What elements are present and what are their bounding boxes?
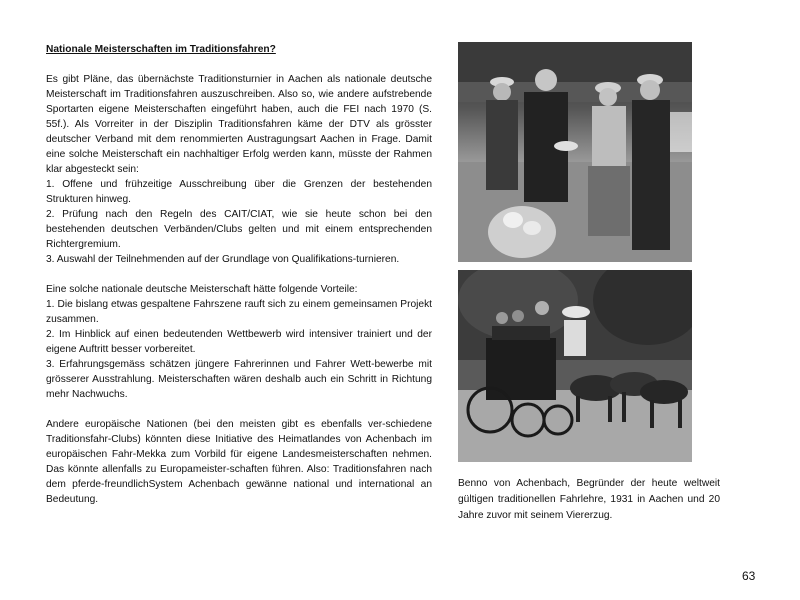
paragraph-text: Eine solche nationale deutsche Meisterschaft hätte folgende Vorteile: <box>46 284 358 295</box>
list-item: 1. Die bislang etwas gespaltene Fahrszene rauft sich zu einem gemeinsamen Projekt zusammen. <box>46 299 432 325</box>
page-number: 63 <box>742 569 756 583</box>
list-item: 3. Auswahl der Teilnehmenden auf der Grundlage von Qualifikations-turnieren. <box>46 254 400 265</box>
section-heading: Nationale Meisterschaften im Traditionsfahren? <box>46 44 276 55</box>
photo-caption: Benno von Achenbach, Begründer der heute weltweit gültigen traditionellen Fahrlehre, 1931 in Aachen und 20 Jahre zuvor mit seinem Viererzug. <box>458 478 720 521</box>
paragraph-advantages <box>46 282 432 402</box>
main-text-column <box>46 42 432 522</box>
list-item: 3. Erfahrungsgemäss schätzen jüngere Fahrerinnen und Fahrer Wett-bewerbe mit grösserer Ausstrahlung. Meisterschaften wären deshalb auch ein Schritt in Richtung mehr Nachwuchs. <box>46 359 432 400</box>
list-item: 2. Prüfung nach den Regeln des CAIT/CIAT, wie sie heute schon bei den bestehenden deutschen Verbänden/Clubs gelten und mit einem entsprechenden Richtergremium. <box>46 209 432 250</box>
photo-aachen-1931-image <box>458 42 692 262</box>
list-item: 2. Im Hinblick auf einen bedeutenden Wettbewerb wird intensiver trainiert und der eigene Auftritt besser vorbereitet. <box>46 329 432 355</box>
paragraph-text: Es gibt Pläne, das übernächste Traditionsturnier in Aachen als nationale deutsche Meisterschaft im Traditionsfahren auszuschreiben. Also so, wie andere aufstrebende Sportarten eigene Meisterschaften eingeführt haben, auch die FEI nach 1970 (S. 55f.). Als Vorreiter in der Disziplin Traditionsfahren käme der DTV als grösster deutscher Verband mit dem renommierten Austragungsart Aachen in Frage. Damit eine solche Meisterschaft ein nachhaltiger Erfolg werden kann, müsste der Rahmen klar abgesteckt sein: <box>46 74 432 175</box>
paragraph-plans <box>46 72 432 267</box>
photo-vierzug-image <box>458 270 692 462</box>
photo-aachen-1931 <box>458 42 692 262</box>
photo-vierzug <box>458 270 692 462</box>
paragraph-text: Andere europäische Nationen (bei den meisten gibt es ebenfalls ver-schiedene Traditionsfahr-Clubs) könnten diese Initiative des Heimatlandes von Achenbach im europäischen Fahr-Mekka zum Vorbild für eigene Landesmeisterschaften nehmen. Das könnte allenfalls zu Europameister-schaften führen. Also: Traditionsfahren nach dem pferde-freundlichSystem Achenbach gewänne national und international an Bedeutung. <box>46 419 432 505</box>
list-item: 1. Offene und frühzeitige Ausschreibung über die Grenzen der bestehenden Strukturen hinweg. <box>46 179 432 205</box>
paragraph-europe <box>46 417 432 507</box>
